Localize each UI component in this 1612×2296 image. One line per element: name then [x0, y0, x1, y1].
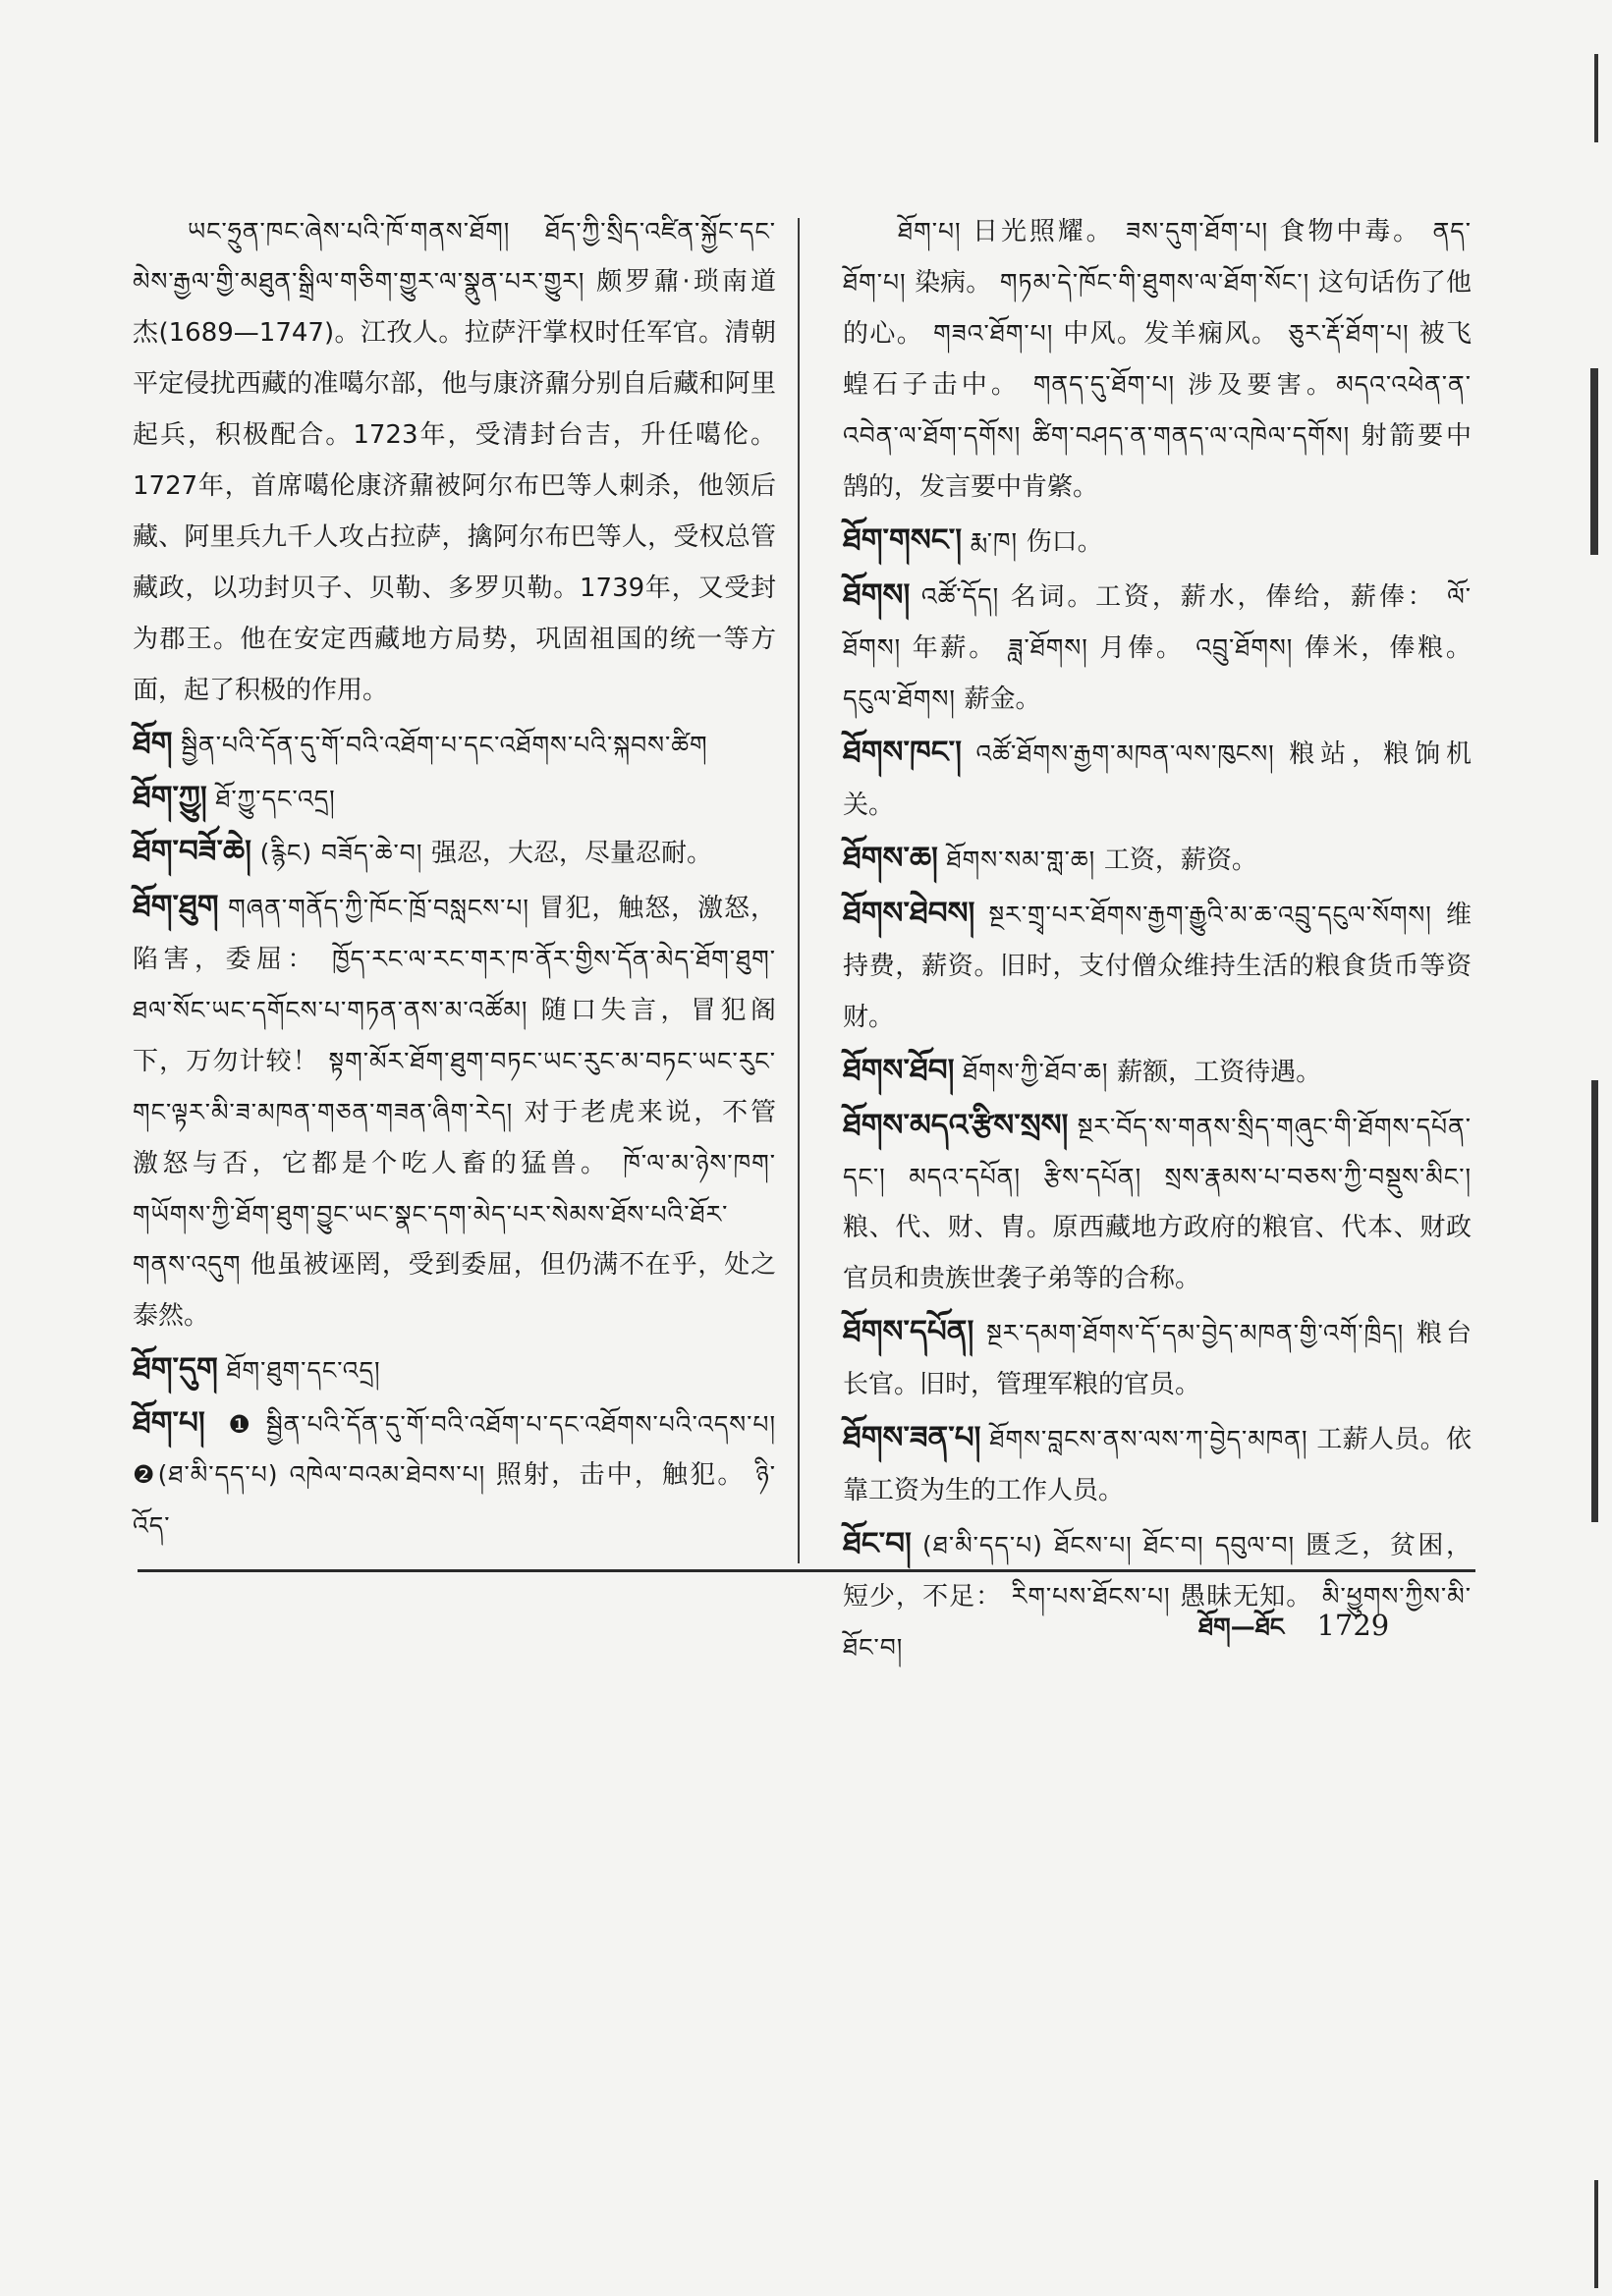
- entry-headword: ཐོགས་དཔོན།: [843, 1314, 974, 1349]
- running-head-range: ཐོག—ཐོང: [1198, 1613, 1285, 1641]
- entry-continuation: ཐོག་པ། 日光照耀。 ཟས་དུག་ཐོག་པ། 食物中毒。 ནད་ཐོག་པ། 染病。 གཏམ་དེ་ཁོང་གི་ཐུགས་ལ་ཐོག་སོང་། 这句话伤了他的心。 གཟའ་ཐོག་པ། 中风。发羊痫风。 ཅུར་རྡོ་ཐོག་པ། 被飞蝗石子击中。 གནད་དུ་ཐོག་པ། 涉及要害。མདའ་འཕེན་ན་འབེན་ལ་ཐོག་དགོས། ཚིག་བཤད་ན་གནད་ལ་འཁེལ་དགོས། 射箭要中鹄的，发言要中肯綮。: [843, 217, 1472, 502]
- entry: ཐོག་དུག ཐོག་ཐུག་དང་འདྲ།: [133, 1351, 381, 1387]
- entry: ཐོགས་མདའ་རྩིས་སྲས། སྔར་བོད་ས་གནས་སྲིད་གཞུང་གི་ཐོགས་དཔོན་དང་། མདའ་དཔོན། རྩིས་དཔོན། སྲས་རྣམས་པ་བཅས་ཀྱི་བསྡུས་མིང་། 粮、代、财、胄。原西藏地方政府的粮官、代本、财政官员和贵族世袭子弟等的合称。: [843, 1108, 1472, 1293]
- edge-mark: [1591, 1080, 1598, 1522]
- entry: ཐོང་བ། (ཐ་མི་དད་པ) ཐོངས་པ། ཐོང་བ། དབུལ་བ། 匮乏，贫困，短少，不足： རིག་པས་ཐོངས་པ། 愚昧无知。 མི་ཕྱུགས་ཀྱིས་མི་ཐོང་བ།: [843, 1526, 1472, 1662]
- entry-headword: ཐོགས་ཐོབ།: [843, 1053, 955, 1088]
- entry-headword: ཐོག་པ།: [133, 1405, 205, 1441]
- entry: ཐོག་བཟོ་ཆེ། (རྙིང) བཟོད་ཆེ་བ། 强忍，大忍，尽量忍耐。: [133, 834, 712, 869]
- edge-mark: [1594, 2180, 1598, 2288]
- entry: ཐོགས་ཆ། ཐོགས་སམ་གླ་ཆ། 工资，薪资。: [843, 841, 1257, 876]
- entry-headword: ཐོང་བ།: [843, 1526, 912, 1561]
- entry-headword: ཐོགས་ཐེབས།: [843, 896, 975, 931]
- column-divider: [798, 218, 800, 1563]
- entry-headword: ཐོག: [133, 726, 173, 761]
- entry-headword: ཐོག་ཐུག: [133, 889, 219, 924]
- entry: ཐོགས་ཐེབས། སྔར་གྲྭ་པར་ཐོགས་རྒྱག་རྒྱུའི་མ་ཆ་འབྲུ་དངུལ་སོགས། 维持费，薪资。旧时，支付僧众维持生活的粮食货币等资财。: [843, 896, 1472, 1032]
- page-number: 1729: [1316, 1609, 1390, 1642]
- entry: ཐོག་གསང་། རྨ་ཁ། 伤口。: [843, 522, 1103, 558]
- entry-headword: ཐོགས།: [843, 577, 911, 613]
- edge-mark: [1594, 54, 1598, 142]
- entry-headword: ཐོག་ཀྱུ།: [133, 780, 207, 815]
- scan-edge-marks: [1573, 0, 1612, 2296]
- entry: ཐོག སྦྱིན་པའི་དོན་དུ་གོ་བའི་འཐོག་པ་དང་འཐོགས་པའི་སྐབས་ཚིག: [133, 726, 708, 761]
- entry-headword: ཐོགས་ཟན་པ།: [843, 1420, 981, 1455]
- edge-mark: [1590, 368, 1598, 555]
- entry: ཐོགས་དཔོན། སྔར་དམག་ཐོགས་དོ་དམ་བྱེད་མཁན་གྱི་འགོ་ཁྲིད། 粮台长官。旧时，管理军粮的官员。: [843, 1314, 1472, 1399]
- left-column: [133, 206, 776, 1554]
- entry-headword: ཐོགས་ཆ།: [843, 841, 938, 876]
- entry-headword: ཐོག་གསང་།: [843, 522, 963, 558]
- entry: ཐོགས་ཁང་། འཚོ་ཐོགས་རྒྱག་མཁན་ལས་ཁུངས། 粮站，粮饷机关。: [843, 735, 1472, 820]
- entry: ཐོགས། འཚོ་དོད། 名词。工资，薪水，俸给，薪俸： ལོ་ཐོགས། 年薪。 ཟླ་ཐོགས། 月俸。 འབྲུ་ཐོགས། 俸米，俸粮。 དངུལ་ཐོགས། 薪金。: [843, 577, 1472, 714]
- entry-headword: ཐོག་དུག: [133, 1351, 218, 1387]
- entry: ཐོགས་ཐོབ། ཐོགས་ཀྱི་ཐོབ་ཆ། 薪额，工资待遇。: [843, 1053, 1322, 1088]
- entry-headword: ཐོག་བཟོ་ཆེ།: [133, 834, 251, 869]
- entry: ཐོག་ཀྱུ། ཐོ་ཀྱུ་དང་འདྲ།: [133, 780, 336, 815]
- page-footer: [1198, 1599, 1389, 1668]
- entry-continuation: ཡང་ཧྲུན་ཁང་ཞེས་པའི་ཁོ་གནས་ཐོག། ཐོད་ཀྱི་སྲིད་འཛིན་སྐྱོང་དང་མེས་རྒྱལ་གྱི་མཐུན་སྒྲིལ་གཅིག་གྱུར་ལ་སྣུན་པར་གྱུར། 颇罗鼐·琐南道杰(1689—1747)。江孜人。拉萨汗掌权时任军官。清朝平定侵扰西藏的准噶尔部，他与康济鼐分别自后藏和阿里起兵，积极配合。1723年，受清封台吉，升任噶伦。1727年，首席噶伦康济鼐被阿尔布巴等人刺杀，他领后藏、阿里兵九千人攻占拉萨，擒阿尔布巴等人，受权总管藏政，以功封贝子、贝勒、多罗贝勒。1739年，又受封为郡王。他在安定西藏地方局势，巩固祖国的统一等方面，起了积极的作用。: [133, 217, 776, 705]
- entry: ཐོག་པ། ❶སྦྱིན་པའི་དོན་དུ་གོ་བའི་འཐོག་པ་དང་འཐོགས་པའི་འདས་པ། ❷(ཐ་མི་དད་པ) འཁེལ་བའམ་ཐེབས་པ། 照射，击中，触犯。 ཉི་འོད་: [133, 1405, 776, 1540]
- entry: ཐོག་ཐུག གཞན་གནོད་ཀྱི་ཁོང་ཁྲོ་བསླངས་པ། 冒犯，触怒，激怒，陷害，委屈： ཁྱོད་རང་ལ་རང་གར་ཁ་ནོར་གྱིས་དོན་མེད་ཐོག་ཐུག་ཐལ་སོང་ཡང་དགོངས་པ་གཏན་ནས་མ་འཚོམ། 随口失言，冒犯阁下，万勿计较！ སྟག་མོར་ཐོག་ཐུག་བཏང་ཡང་རུང་མ་བཏང་ཡང་རུང་གང་ལྟར་མི་ཟ་མཁན་གཅན་གཟན་ཞིག་རེད། 对于老虎来说，不管激怒与否，它都是个吃人畜的猛兽。 ཁོ་ལ་མ་ཉེས་ཁག་གཡོགས་ཀྱི་ཐོག་ཐུག་བྱུང་ཡང་སྣང་དག་མེད་པར་སེམས་ཐོས་པའི་ཐོར་གནས་འདུག 他虽被诬罔，受到委屈，但仍满不在乎，处之泰然。: [133, 889, 776, 1331]
- bottom-rule: [138, 1569, 1475, 1572]
- right-column: [843, 206, 1472, 1675]
- entry: ཐོགས་ཟན་པ། ཐོགས་བླངས་ནས་ལས་ཀ་བྱེད་མཁན། 工薪人员。依靠工资为生的工作人员。: [843, 1420, 1472, 1505]
- entry-headword: ཐོགས་མདའ་རྩིས་སྲས།: [843, 1108, 1069, 1143]
- entry-headword: ཐོགས་ཁང་།: [843, 735, 962, 770]
